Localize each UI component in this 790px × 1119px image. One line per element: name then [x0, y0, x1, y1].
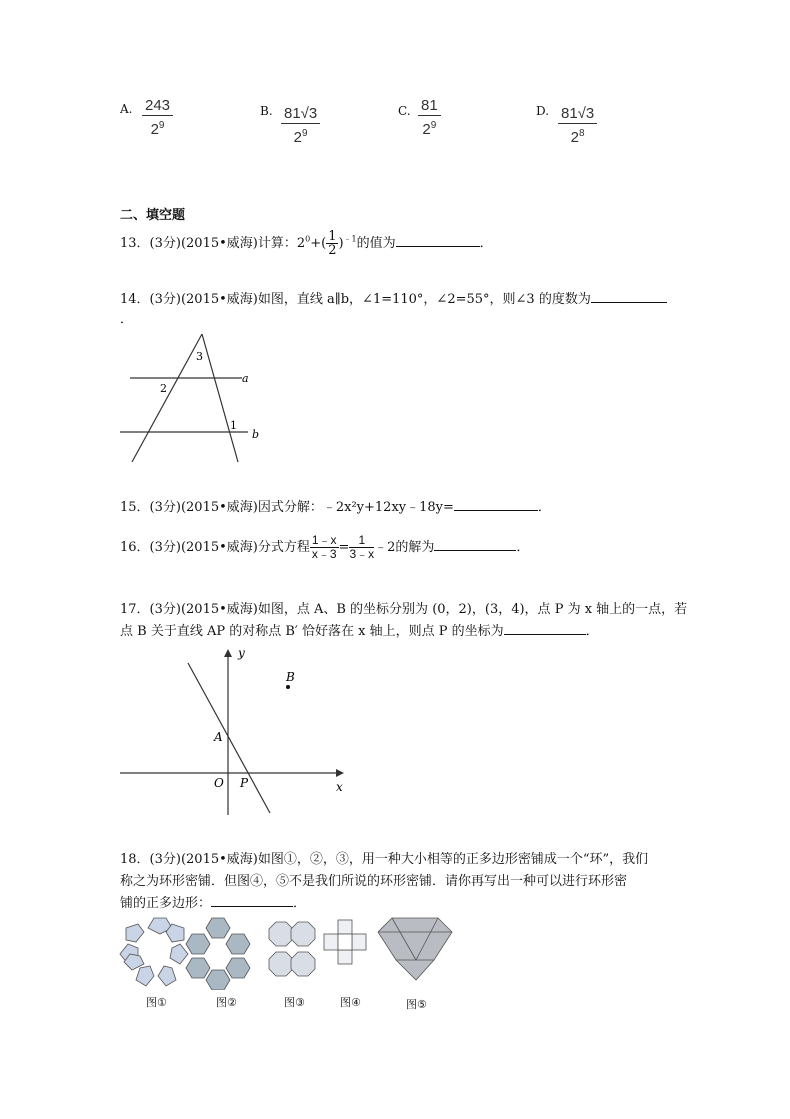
option-a: [120, 98, 132, 117]
period: ．: [537, 500, 551, 515]
q16-frac2-den: 3﹣x: [349, 547, 375, 561]
denominator-base: 2: [293, 129, 303, 146]
q18-tiling-figures: [116, 914, 476, 990]
figure-3-octagon-ring: [269, 922, 315, 976]
question-18-line3: [120, 892, 306, 911]
x-axis-arrow: [336, 769, 344, 777]
q16-frac1-den: x﹣3: [311, 547, 337, 561]
q16-mid: ﹣2的解为: [374, 540, 435, 555]
label-x: x: [336, 780, 343, 794]
q16-equals: =: [338, 540, 350, 555]
q17-coordinate-figure: [118, 645, 358, 817]
question-18-line2: 称之为环形密铺．但图④，⑤不是我们所说的环形密铺．请你再写出一种可以进行环形密: [120, 874, 628, 889]
figure-1-label: 图①: [146, 996, 167, 1009]
q14-text: 14．(3分)(2015•威海)如图，直线 a∥b，∠1=110°，∠2=55°，则∠3 的度数为: [120, 292, 591, 307]
q13-plus: +(: [310, 236, 327, 251]
q13-prefix: 13．(3分)(2015•威海)计算：2: [120, 236, 306, 251]
angle-2-label: 2: [160, 382, 167, 395]
numerator: 243: [142, 96, 173, 116]
label-p: P: [240, 776, 249, 790]
figure-2-hexagon-ring: [186, 918, 250, 990]
denominator-base: 2: [422, 121, 431, 138]
figure-2-label: 图②: [216, 996, 237, 1009]
q13-frac-den: 2: [328, 243, 337, 258]
denominator-exponent: 9: [302, 128, 308, 139]
period: ．: [293, 896, 307, 911]
question-15: [120, 496, 551, 515]
question-17-line2: [120, 620, 599, 639]
answer-blank[interactable]: [396, 235, 480, 247]
q16-frac2-num: 1: [349, 534, 374, 548]
figure-5-triangle-ring: [378, 918, 452, 980]
option-b-fraction: [281, 104, 320, 147]
angle-3-label: 3: [196, 350, 203, 363]
option-d-fraction: [558, 104, 597, 147]
option-b: [260, 100, 273, 119]
option-d: [536, 100, 549, 119]
y-axis-arrow: [224, 649, 232, 657]
q17-text: 点 B 关于直线 AP 的对称点 B′ 恰好落在 x 轴上，则点 P 的坐标为: [120, 624, 504, 639]
answer-blank[interactable]: [591, 291, 667, 303]
denominator-exponent: 9: [158, 120, 165, 131]
q15-text: 15．(3分)(2015•威海)因式分解：﹣2x²y+12xy﹣18y=: [120, 500, 454, 515]
label-o: O: [214, 776, 224, 790]
label-y: y: [238, 646, 245, 660]
denominator-base: 2: [150, 121, 159, 138]
q14-end: ．: [120, 312, 134, 327]
q14-figure: [118, 332, 268, 466]
answer-blank[interactable]: [504, 623, 586, 635]
figure-5-label: 图⑤: [406, 998, 427, 1011]
option-letter: C.: [398, 104, 411, 118]
denominator-exponent: 8: [579, 128, 585, 139]
option-a-fraction: [142, 96, 173, 139]
label-b: b: [252, 428, 260, 441]
transversal-left: [132, 334, 202, 462]
q18-text: 铺的正多边形：: [120, 896, 212, 911]
answer-blank[interactable]: [434, 539, 516, 551]
answer-blank[interactable]: [454, 499, 538, 511]
period: ．: [516, 540, 530, 555]
question-17-line1: 17．(3分)(2015•威海)如图，点 A、B 的坐标分别为 (0，2)，(3，4)，点 P 为 x 轴上的一点，若: [120, 602, 688, 617]
question-16: [120, 534, 529, 561]
q13-suffix: 的值为: [356, 236, 396, 251]
section-title: 二、填空题: [120, 208, 186, 223]
label-a: A: [214, 730, 223, 744]
q16-prefix: 16．(3分)(2015•威海)分式方程: [120, 540, 310, 555]
figure-3-label: 图③: [284, 996, 305, 1009]
period: ．: [585, 624, 599, 639]
denominator-base: 2: [570, 129, 580, 146]
q13-zero-exponent: 0: [305, 234, 311, 244]
line-ap: [188, 663, 270, 813]
figure-4-label: 图④: [340, 996, 361, 1009]
label-b: B: [286, 670, 295, 684]
numerator: 81: [418, 96, 441, 116]
question-13: 13．(3分)(2015•威海)计算：$2^0+$( $\frac{1}{2}$ )$^{﹣1}$的值为 ．: [120, 229, 493, 258]
figure-4-square-cross: [324, 920, 366, 964]
q13-frac-num: 1: [328, 229, 337, 244]
answer-blank[interactable]: [211, 895, 293, 907]
numerator: 81√3: [558, 104, 597, 124]
q16-frac1-num: 1﹣x: [311, 533, 337, 547]
option-c: [398, 100, 411, 119]
q13-exponent: ﹣1: [343, 234, 357, 244]
transversal-right: [202, 334, 238, 462]
option-c-fraction: [418, 96, 441, 139]
question-18-line1: 18．(3分)(2015•威海)如图①，②，③，用一种大小相等的正多边形密铺成一个“环”，我们: [120, 852, 649, 867]
option-letter: D.: [536, 104, 550, 118]
option-letter: A.: [120, 102, 133, 116]
figure-1-pentagon-ring: [120, 918, 188, 986]
point-b: [286, 685, 290, 689]
denominator-exponent: 9: [430, 120, 437, 131]
label-a: a: [242, 372, 249, 385]
question-14: [120, 288, 667, 307]
option-letter: B.: [260, 104, 273, 118]
period: ．: [479, 236, 493, 251]
numerator: 81√3: [281, 104, 320, 124]
angle-1-label: 1: [230, 419, 237, 432]
